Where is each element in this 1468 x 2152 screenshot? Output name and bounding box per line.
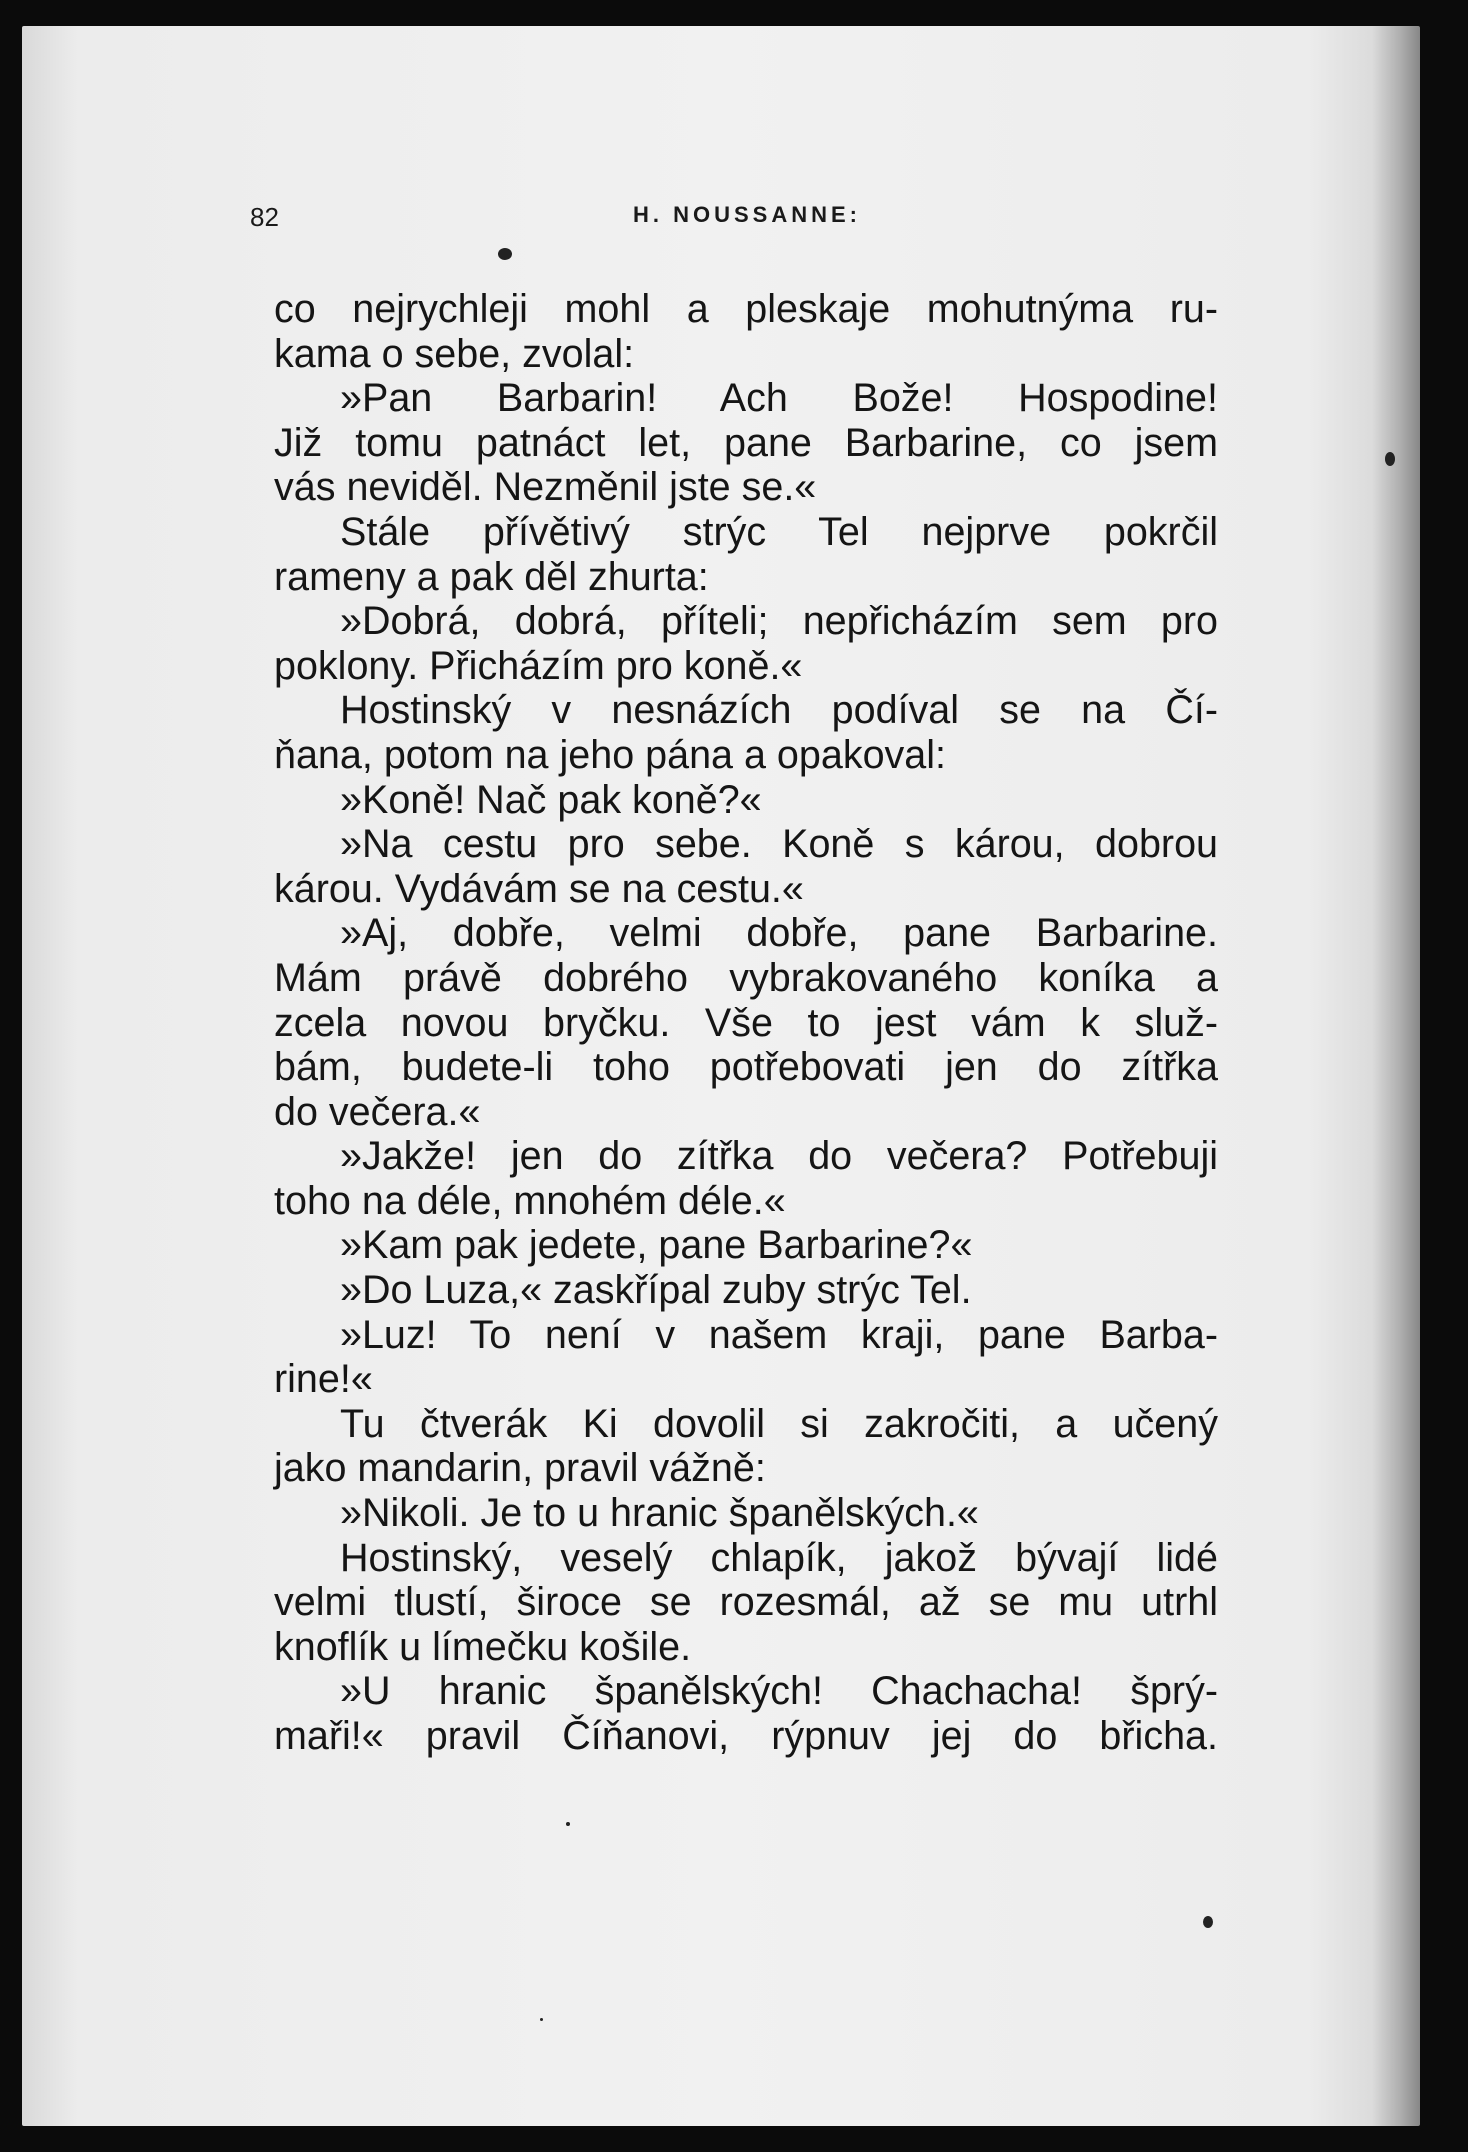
text-line: »Kam pak jedete, pane Barbarine?« [340,1223,973,1268]
text-line: zcela novou bryčku. Vše to jest vám k služ- [274,1000,1218,1045]
text-line: károu. Vydávám se na cestu.« [274,866,804,911]
text-line: jako mandarin, pravil vážně: [274,1446,766,1491]
text-line: bám, budete-li toho potřebovati jen do zítřka [274,1045,1218,1090]
text-line: Mám právě dobrého vybrakovaného koníka a [274,955,1218,1000]
text-line: »Nikoli. Je to u hranic španělských.« [340,1491,979,1536]
ink-speck [1385,452,1395,466]
text-line: toho na déle, mnohém déle.« [274,1178,786,1223]
ink-speck [1203,1916,1213,1928]
page-edge-shadow [1372,26,1420,2126]
ink-speck [540,2018,543,2021]
text-line: rine!« [274,1357,373,1402]
running-head-author: H. NOUSSANNE: [633,202,862,227]
text-line: »Luz! To není v našem kraji, pane Barba- [340,1312,1218,1357]
text-line: kama o sebe, zvolal: [274,331,635,376]
text-line: »Na cestu pro sebe. Koně s károu, dobrou [340,822,1218,867]
text-line: vás neviděl. Nezměnil jste se.« [274,465,817,510]
text-line: »Do Luza,« zaskřípal zuby strýc Tel. [340,1268,972,1313]
text-line: ňana, potom na jeho pána a opakoval: [274,732,947,777]
text-line: do večera.« [274,1089,481,1134]
text-line: knoflík u límečku košile. [274,1624,692,1669]
text-line: velmi tlustí, široce se rozesmál, až se mu utrhl [274,1580,1218,1625]
text-line: »Aj, dobře, velmi dobře, pane Barbarine. [340,911,1218,956]
text-line: »Jakže! jen do zítřka do večera? Potřebuji [340,1134,1218,1179]
text-line: »U hranic španělských! Chachacha! šprý- [340,1669,1218,1714]
text-line: »Pan Barbarin! Ach Bože! Hospodine! [340,376,1218,421]
text-line: Tu čtverák Ki dovolil si zakročiti, a učený [340,1401,1218,1446]
running-head [250,202,1250,242]
text-line: rameny a pak děl zhurta: [274,554,709,599]
text-line: Již tomu patnáct let, pane Barbarine, co jsem [274,420,1218,465]
body-text [274,287,1218,1759]
ink-speck [498,248,512,260]
text-line: co nejrychleji mohl a pleskaje mohutnýma ru- [274,287,1218,331]
ink-speck [566,1822,570,1826]
page-number: 82 [250,202,279,232]
text-line: poklony. Přicházím pro koně.« [274,643,803,688]
text-line: »Dobrá, dobrá, příteli; nepřicházím sem pro [340,599,1218,644]
text-line: »Koně! Nač pak koně?« [340,777,762,822]
text-line: Stále přívětivý strýc Tel nejprve pokrčil [340,509,1218,554]
text-line: Hostinský, veselý chlapík, jakož bývají lidé [340,1535,1218,1580]
text-line: maři!« pravil Číňanovi, rýpnuv jej do břicha. [274,1714,1218,1758]
text-line: Hostinský v nesnázích podíval se na Čí- [340,688,1218,733]
